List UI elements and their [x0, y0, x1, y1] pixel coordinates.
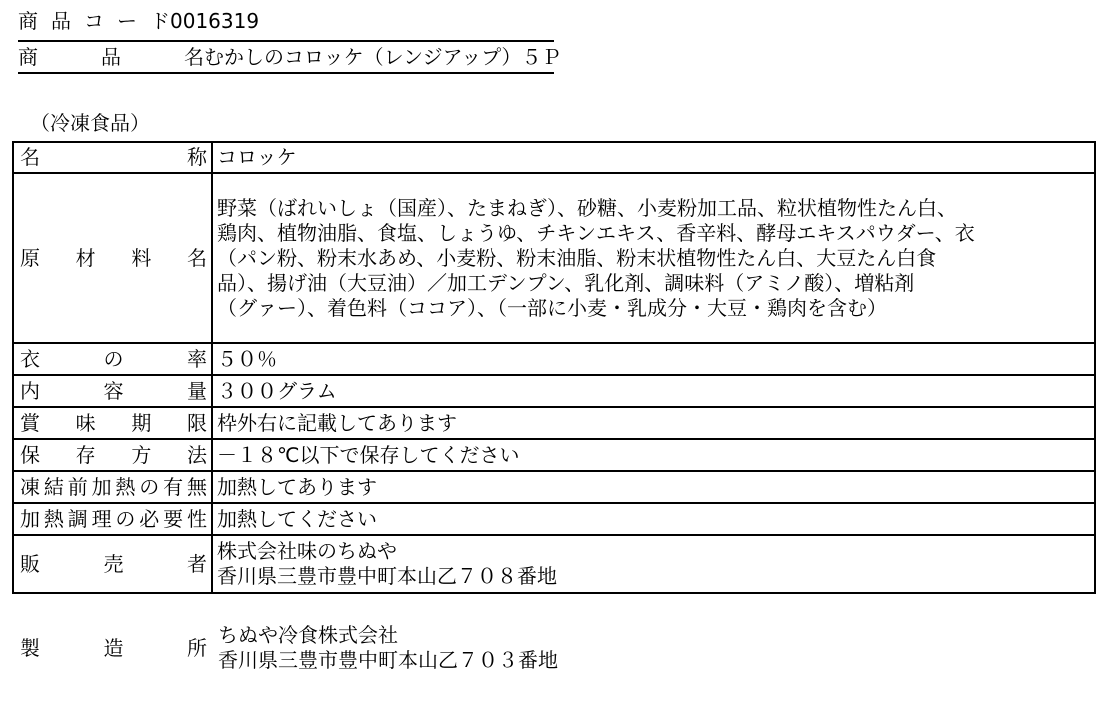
manufacturer-label: 製造所 — [20, 636, 207, 660]
table-row-storage — [13, 439, 1095, 471]
row-label: 内容量 — [20, 378, 207, 403]
table-row-cooking-required — [13, 503, 1095, 535]
product-code-value: 0016319 — [170, 9, 260, 33]
product-name-line — [18, 40, 562, 74]
row-value: 枠外右に記載してあります — [212, 407, 1095, 439]
product-code-label: 商品コード — [18, 9, 170, 33]
label-info-table — [12, 141, 1096, 594]
manufacturer-block — [12, 620, 1096, 676]
seller-name: 株式会社味のちぬや — [217, 539, 397, 563]
row-label: 販売者 — [20, 551, 207, 576]
manufacturer-name: ちぬや冷食株式会社 — [218, 623, 398, 647]
ingredients-line: 鶏肉、植物油脂、食塩、しょうゆ、チキンエキス、香辛料、酵母エキスパウダー、衣 — [217, 220, 975, 245]
row-label: 保存方法 — [20, 442, 207, 467]
row-label: 加熱調理の必要性 — [20, 506, 207, 531]
ingredients-line: 野菜（ばれいしょ（国産）、たまねぎ）、砂糖、小麦粉加工品、粒状植物性たん白、 — [217, 195, 957, 220]
seller-info — [212, 535, 1095, 593]
row-label: 名称 — [20, 145, 207, 169]
table-row-seller — [13, 535, 1095, 593]
row-label: 凍結前加熱の有無 — [20, 474, 207, 499]
seller-address: 香川県三豊市豊中町本山乙７０８番地 — [217, 564, 557, 588]
product-code-line — [18, 8, 259, 34]
food-category: （冷凍食品） — [30, 111, 150, 135]
product-name-label: 商品名 — [18, 45, 204, 69]
table-row-name — [13, 142, 1095, 173]
table-row-pre-freeze-heating — [13, 471, 1095, 503]
manufacturer-info — [218, 623, 558, 673]
table-row-ingredients — [13, 173, 1095, 343]
row-label: 衣の率 — [20, 346, 207, 371]
table-row-coating-ratio — [13, 343, 1095, 375]
ingredients-text — [212, 173, 1095, 343]
manufacturer-address: 香川県三豊市豊中町本山乙７０３番地 — [218, 648, 558, 672]
table-row-best-before — [13, 407, 1095, 439]
ingredients-line: （パン粉、粉末水あめ、小麦粉、粉末油脂、粉末状植物性たん白、大豆たん白食 — [217, 245, 937, 270]
row-value: ３００グラム — [212, 375, 1095, 407]
table-row-content — [13, 375, 1095, 407]
row-label: 原材料名 — [20, 245, 207, 270]
row-value: コロッケ — [212, 142, 1095, 173]
row-label: 賞味期限 — [20, 410, 207, 435]
row-value: 加熱してあります — [212, 471, 1095, 503]
row-value: －１８℃以下で保存してください — [212, 439, 1095, 471]
row-value: 加熱してください — [212, 503, 1095, 535]
ingredients-line: 品）、揚げ油（大豆油）／加工デンプン、乳化剤、調味料（アミノ酸）、増粘剤 — [217, 270, 915, 295]
ingredients-line: （グァー）、着色料（ココア）、（一部に小麦・乳成分・大豆・鶏肉を含む） — [217, 295, 887, 320]
product-name-value: むかしのコロッケ（レンジアップ）５Ｐ — [204, 45, 562, 69]
row-value: ５０％ — [212, 343, 1095, 375]
